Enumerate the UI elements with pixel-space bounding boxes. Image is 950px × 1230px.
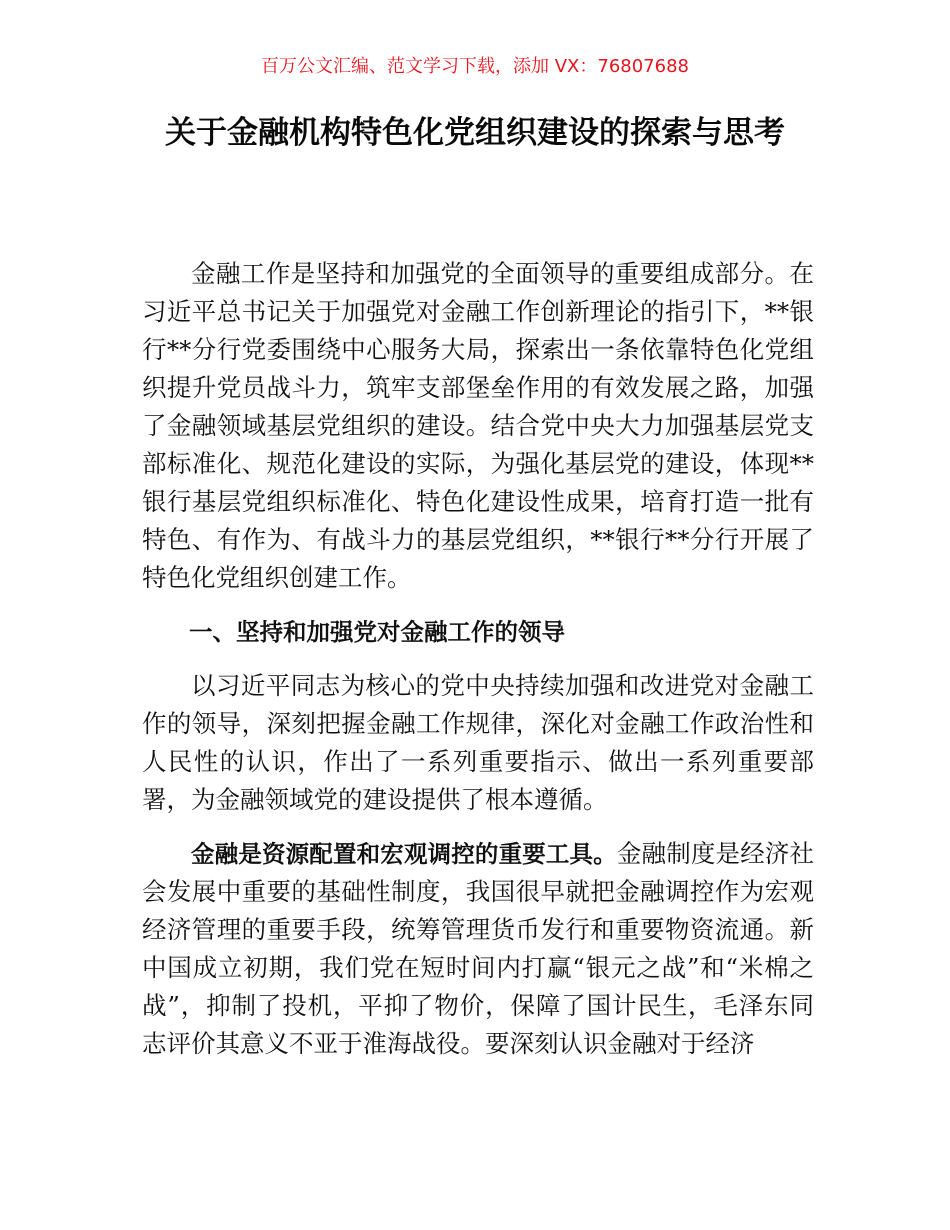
paragraph-body-text: 金融制度是经济社会发展中重要的基础性制度，我国很早就把金融调控作为宏观经济管理的重要手段，统筹管理货币发行和重要物资流通。新中国成立初期，我们党在短时间内打赢“银元之战”和“米棉之战”，抑制了投机，平抑了物价，保障了国计民生，毛泽东同志评价其意义不亚于淮海战役。要深刻认识金融对于经济	[142, 839, 815, 1058]
section-heading: 一、坚持和加强党对金融工作的领导	[189, 618, 565, 646]
section-paragraph: 以习近平同志为核心的党中央持续加强和改进党对金融工作的领导，深刻把握金融工作规律，深化对金融工作政治性和人民性的认识，作出了一系列重要指示、做出一系列重要部署，为金融领域党的建设提供了根本遵循。	[142, 671, 814, 814]
document-body	[142, 255, 814, 1079]
document-title: 关于金融机构特色化党组织建设的探索与思考	[165, 115, 785, 151]
section-paragraph-2	[142, 835, 814, 1063]
intro-paragraph: 金融工作是坚持和加强党的全面领导的重要组成部分。在习近平总书记关于加强党对金融工作创新理论的指引下，**银行**分行党委围绕中心服务大局，探索出一条依靠特色化党组织提升党员战斗力，筑牢支部堡垒作用的有效发展之路，加强了金融领域基层党组织的建设。结合党中央大力加强基层党支部标准化、规范化建设的实际，为强化基层党的建设，体现**银行基层党组织标准化、特色化建设性成果，培育打造一批有特色、有作为、有战斗力的基层党组织，**银行**分行开展了特色化党组织创建工作。	[142, 259, 814, 592]
watermark-banner: 百万公文汇编、范文学习下载，添加 VX：76807688	[261, 56, 689, 77]
paragraph-lead-sentence: 金融是资源配置和宏观调控的重要工具。	[191, 840, 617, 868]
